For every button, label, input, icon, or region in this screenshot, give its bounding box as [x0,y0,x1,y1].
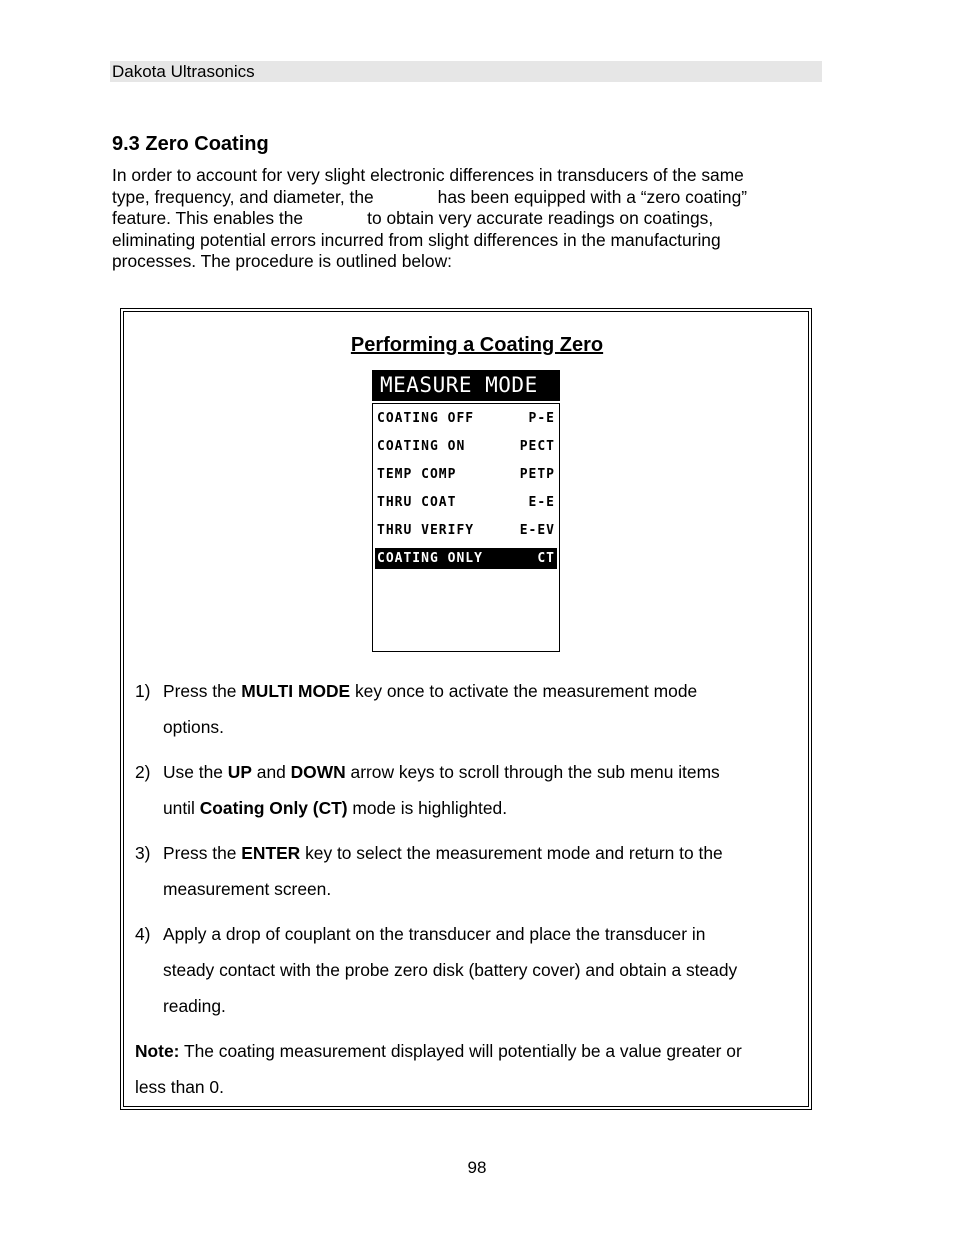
key-name: MULTI MODE [241,681,351,701]
menu-item-temp-comp: TEMP COMP PETP [377,467,555,482]
note-label: Note: [135,1041,180,1061]
key-name: ENTER [241,843,301,863]
key-name: DOWN [290,762,346,782]
intro-line: processes. The procedure is outlined below: [112,251,452,272]
menu-item-coating-on: COATING ON PECT [377,439,555,454]
menu-item-coating-off: COATING OFF P-E [377,411,555,426]
page-number: 98 [467,1158,487,1177]
step-1: 1) Press the MULTI MODE key once to activate the measurement mode options. [135,681,698,737]
step-2: 2) Use the UP and DOWN arrow keys to scroll through the sub menu items until Coating Only (CT) mode is highlighted. [135,762,720,818]
key-name: UP [227,762,252,782]
intro-line: type, frequency, and diameter, the has been equipped with a “zero coating” [112,186,748,207]
intro-line: feature. This enables the to obtain very accurate readings on coatings, [112,208,714,229]
note: Note: The coating measurement displayed will potentially be a value greater or less than 0. [135,1041,742,1097]
menu-item-thru-verify: THRU VERIFY E-EV [377,523,555,538]
step-3: 3) Press the ENTER key to select the measurement mode and return to the measurement screen. [135,843,723,899]
menu-item-thru-coat: THRU COAT E-E [377,495,555,510]
running-header [110,61,822,82]
company-name: Dakota Ultrasonics [112,62,255,81]
lcd-menu-panel [372,403,560,652]
procedure-title: Performing a Coating Zero [350,334,604,356]
intro-paragraph [112,165,812,273]
menu-item-coating-only-highlighted: COATING ONLY CT [375,548,557,569]
step-4: 4) Apply a drop of couplant on the transducer and place the transducer in steady contact with the probe zero disk (battery cover) and obtain a steady reading. [135,924,738,1016]
intro-line: eliminating potential errors incurred from slight differences in the manufacturing [112,229,721,250]
mode-name: Coating Only (CT) [199,798,348,818]
intro-line: In order to account for very slight electronic differences in transducers of the same [112,165,744,185]
section-title: 9.3 Zero Coating [112,133,269,155]
lcd-screen-title: MEASURE MODE [372,370,560,401]
